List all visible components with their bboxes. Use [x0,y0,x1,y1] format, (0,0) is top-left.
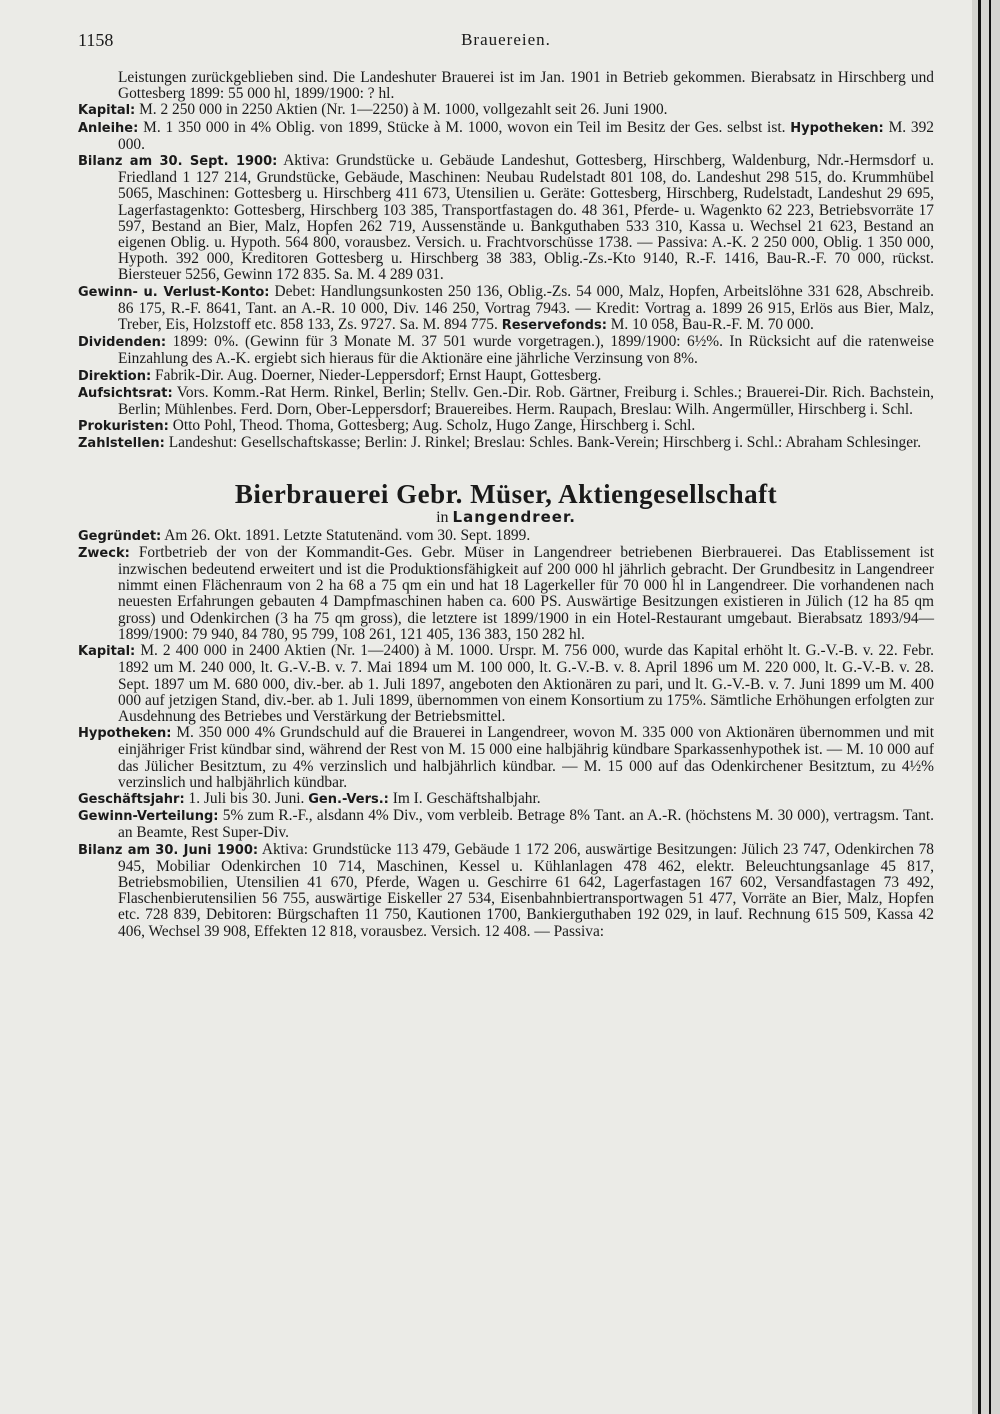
entry-text: Landeshut: Gesellschaftskasse; Berlin: J. Rinkel; Breslau: Schles. Bank-Verein; Hirschberg i. Schl.: Abraham Schlesinger. [168,434,922,452]
entry-paragraph [78,545,934,643]
entry-key: Hypotheken: [78,726,172,742]
entry-text: M. 10 058, Bau-R.-F. M. 70 000. [610,316,814,334]
location-prefix: in [436,508,449,526]
entry-key: Anleihe: [78,120,139,136]
entry-key: Gewinn-Verteilung: [78,809,219,825]
entry-paragraph [78,385,934,418]
entry-text: Vors. Komm.-Rat Herm. Rinkel, Berlin; Stellv. Gen.-Dir. Rob. Gärtner, Freiburg i. Schles.; Brauerei-Dir. Rich. Bachstein, Berlin; Mühlenbes. Ferd. Dorn, Ober-Leppersdorf; Brauereibes. Herm. Raupach, Breslau: Wilh. Angermüller, Hirschberg i. Schl. [118,383,934,419]
location-name: Langendreer. [452,507,576,526]
continued-paragraph: Leistungen zurückgeblieben sind. Die Landeshuter Brauerei ist im Jan. 1901 in Betrieb gekommen. Bierabsatz in Hirschberg und Gottesberg 1899: 55 000 hl, 1899/1900: ? hl. [118,69,934,103]
page-header [78,30,934,54]
entry-text: M. 2 400 000 in 2400 Aktien (Nr. 1—2400) à M. 1000. Urspr. M. 756 000, wurde das Kapital erhöht lt. G.-V.-B. v. 22. Febr. 1892 um M. 240 000, lt. G.-V.-B. v. 7. Mai 1894 um M. 100 000, lt. G.-V.-B. v. 8. April 1896 um M. 220 000, lt. G.-V.-B. v. 28. Sept. 1897 um M. 680 000, div.-ber. ab 1. Juli 1897, angeboten den Aktionären zu pari, und lt. G.-V.-B. v. 7. Juni 1899 um M. 400 000 auf jetzigen Stand, div.-ber. ab 1. Juli 1899, übernommen von einem Konsortium zu 175%. Sämtliche Erhöhungen erfolgten zur Ausdehnung des Betriebes und Verstärkung der Betriebsmittel. [118,642,934,725]
entry-paragraph [78,418,934,435]
entry-text: Am 26. Okt. 1891. Letzte Statutenänd. vom 30. Sept. 1899. [164,526,531,544]
entry-paragraph [78,725,934,791]
entry-key: Reservefonds: [501,318,607,334]
entry-paragraph [78,791,934,808]
entry-paragraph [78,435,934,452]
entry-text: 5% zum R.-F., alsdann 4% Div., vom verbleib. Betrage 8% Tant. an A.-R. (höchstens M. 30 000), vertragsm. Tant. an Beamte, Rest Super-Div. [118,807,934,842]
page-edge-line [978,0,981,1414]
entry-text: Debet: Handlungsunkosten 250 136, Oblig.-Zs. 54 000, Malz, Hopfen, Arbeitslöhne 331 628, Abschreib. 86 175, R.-F. 8641, Tant. an A.-R. 10 000, Div. 146 250, Vortrag 7943. — Kredit: Vortrag a. 1899 26 915, Erlös aus Bier, Malz, Treber, Eis, Holzstoff etc. 858 133, Zs. 9727. Sa. M. 894 775. [118,282,935,334]
entry-text: Fabrik-Dir. Aug. Doerner, Nieder-Leppersdorf; Ernst Haupt, Gottesberg. [155,366,602,384]
entry-key: Bilanz am 30. Sept. 1900: [78,154,278,170]
entry-key: Kapital: [78,644,136,660]
entry-text: 1899: 0%. (Gewinn für 3 Monate M. 37 501 wurde vorgetragen.), 1899/1900: 6½%. In Rücksicht auf die ratenweise Einzahlung des A.-K. ergiebt sich hieraus für die Aktionäre eine jährliche Verzinsung von 8%. [118,333,935,368]
entry-key: Zahlstellen: [78,436,165,452]
entry-key: Gegründet: [78,528,162,544]
entry-text: Fortbetrieb der von der Kommandit-Ges. Gebr. Müser in Langendreer betriebenen Bierbrauerei. Das Etablissement ist inzwischen bedeutend erweitert und ist die Produktionsfähigkeit auf 200 000 hl jährlich gebracht. Der Grundbesitz in Langendreer nimmt einen Flächenraum von 2 ha 68 a 75 qm ein und hat 18 Lagerkeller für 70 000 hl in Langendreer. Die vorhandenen nach neuesten Erfahrungen gebauten 4 Dampfmaschinen haben ca. 600 PS. Auswärtige Besitzungen existieren in Jülich (12 ha 85 qm gross) und Odenkirchen (3 ha 75 qm gross), die letztere ist 1899/1900 in ein Hotel-Restaurant umgebaut. Bierabsatz 1893/94—1899/1900: 79 940, 84 780, 95 799, 108 261, 121 405, 136 383, 150 282 hl. [118,543,934,643]
entry-paragraph [78,643,934,725]
entry-key: Aufsichtsrat: [78,385,173,401]
page-number: 1158 [78,30,114,50]
entry-paragraph [78,808,934,841]
entry-text: Aktiva: Grundstücke 113 479, Gebäude 1 172 206, auswärtige Besitzungen: Jülich 23 747, Odenkirchen 78 945, Mobiliar Odenkirchen 10 714, Maschinen, Kessel u. Kühlanlagen 478 462, elektr. Beleuchtungsanlage 45 817, Betriebsmobilien, Utensilien 41 670, Pferde, Wagen u. Geschirre 61 642, Lagerfastagen 167 602, Versandfastagen 73 492, Flaschenbierutensilien 56 755, auswärtige Eiskeller 27 534, Eisenbahnbiertransportwagen 51 477, Vorräte an Bier, Malz, Hopfen etc. 728 839, Debitoren: Bürgschaften 11 750, Kautionen 1700, Bankierguthaben 192 029, in lauf. Rechnung 615 509, Kassa 42 406, Wechsel 39 908, Effekten 12 818, vorausbez. Versich. 12 408. — Passiva: [118,840,934,940]
entry-paragraph [78,120,934,153]
entry-key: Gewinn- u. Verlust-Konto: [78,284,270,300]
entry-text: Aktiva: Grundstücke u. Gebäude Landeshut, Gottesberg, Hirschberg, Waldenburg, Ndr.-Hermsdorf u. Friedland 1 127 214, Grundstücke, Gebäude, Maschinen: Neubau Rudelstadt 801 108, do. Landeshut 298 515, do. Krummhübel 5065, Maschinen: Gottesberg u. Hirschberg 411 673, Utensilien u. Geräte: Gottesberg, Hirschberg, Rudelstadt, Landeshut 29 695, Lagerfastagenkto: Gottesberg, Hirschberg 103 385, Transportfastagen do. 48 361, Pferde- u. Wagenkto 62 223, Betriebsvorräte 17 597, Bestand an Bier, Malz, Hopfen 262 719, Aussenstände u. Bankguthaben 533 310, Kassa u. Wechsel 21 623, Bestand an eigenen Oblig. u. Hypoth. 564 800, vorausbez. Versich. u. Frachtvorschüsse 1738. — Passiva: A.-K. 2 250 000, Oblig. 1 350 000, Hypoth. 392 000, Kreditoren Gottesberg u. Hirschberg 38 383, Oblig.-Zs.-Kto 9140, R.-F. 1416, Bau-R.-F. 70 000, rückst. Biersteuer 5256, Gewinn 172 835. Sa. M. 4 289 031. [118,152,934,284]
entry-text: M. 392 000. [118,118,934,153]
entry-key: Direktion: [78,368,152,384]
company-title: Bierbrauerei Gebr. Müser, Aktiengesellschaft [234,478,778,509]
entry-paragraph [78,368,934,385]
entry-text: 1. Juli bis 30. Juni. [188,789,305,807]
entry-paragraph [78,153,934,284]
entry-key: Hypotheken: [790,120,884,136]
entry-key: Dividenden: [78,335,167,351]
entry-key: Zweck: [78,545,130,561]
entry-text: Otto Pohl, Theod. Thoma, Gottesberg; Aug. Scholz, Hugo Zange, Hirschberg i. Schl. [172,417,696,435]
page-edge-line [989,0,991,1414]
entry-paragraph [78,102,934,119]
entry-paragraph [78,528,934,545]
entry-paragraph [78,284,934,335]
entry-key: Prokuristen: [78,419,169,435]
entry-text: Im I. Geschäftshalbjahr. [392,789,541,807]
entry-key: Kapital: [78,103,136,119]
running-title: Brauereien. [461,30,551,49]
entry-paragraph [78,334,934,367]
previous-company-entries [78,102,934,452]
entry-text: M. 350 000 4% Grundschuld auf die Brauerei in Langendreer, wovon M. 335 000 von Aktionären übernommen und mit einjähriger Frist kündbar sind, während der Rest von M. 15 000 eine halbjährig kündbare Sparkassenhypothek ist. — M. 10 000 auf das Jülicher Besitztum, zu 4% verzinslich und halbjährlich kündbar. — M. 15 000 auf das Odenkirchener Besitztum, zu 4½% verzinslich und halbjährlich kündbar. [118,724,934,791]
entry-paragraph [78,842,934,940]
company-entries [78,528,934,940]
entry-text: M. 1 350 000 in 4% Oblig. von 1899, Stücke à M. 1000, wovon ein Teil im Besitz der Ges. selbst ist. [143,118,786,136]
company-location [78,509,934,526]
entry-key: Gen.-Vers.: [308,791,389,807]
entry-key: Bilanz am 30. Juni 1900: [78,842,259,858]
entry-text: M. 2 250 000 in 2250 Aktien (Nr. 1—2250) à M. 1000, vollgezahlt seit 26. Juni 1900. [139,101,668,119]
page-body [78,70,934,940]
entry-key: Geschäftsjahr: [78,791,185,807]
